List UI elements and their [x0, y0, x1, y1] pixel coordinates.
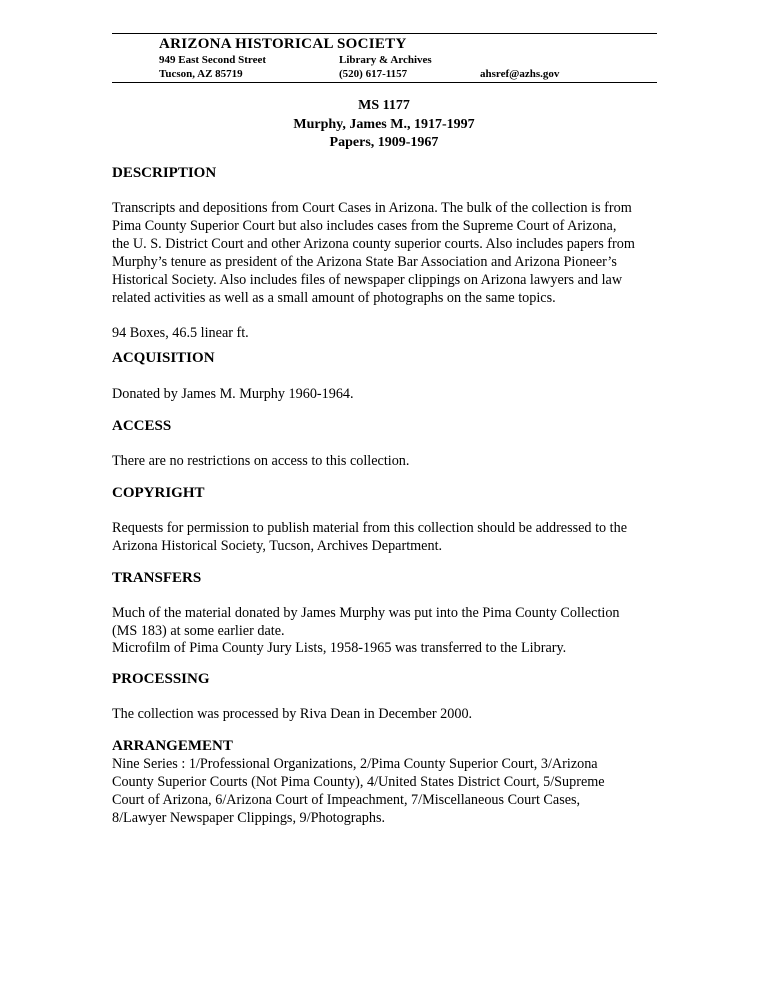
description-line: related activities as well as a small amount of photographs on the same topics. [112, 290, 556, 306]
transfers-line: (MS 183) at some earlier date. [112, 623, 285, 639]
description-line: Murphy’s tenure as president of the Arizona State Bar Association and Arizona Pioneer’s [112, 254, 617, 270]
arrangement-heading: ARRANGEMENT [112, 738, 233, 754]
transfers-line: Much of the material donated by James Murphy was put into the Pima County Collection [112, 605, 620, 621]
department: Library & Archives [339, 54, 432, 66]
extent-text: 94 Boxes, 46.5 linear ft. [112, 325, 249, 341]
processing-heading: PROCESSING [112, 671, 210, 687]
copyright-line: Requests for permission to publish material from this collection should be addressed to the [112, 520, 627, 536]
transfers-line: Microfilm of Pima County Jury Lists, 1958-1965 was transferred to the Library. [112, 640, 567, 656]
arrangement-line: Nine Series : 1/Professional Organizations, 2/Pima County Superior Court, 3/Arizona [112, 756, 598, 772]
arrangement-line: 8/Lawyer Newspaper Clippings, 9/Photographs. [112, 810, 386, 826]
transfers-heading: TRANSFERS [112, 570, 202, 586]
access-text: There are no restrictions on access to this collection. [112, 453, 410, 469]
copyright-line: Arizona Historical Society, Tucson, Archives Department. [112, 538, 443, 554]
phone-number: (520) 617-1157 [339, 68, 408, 80]
copyright-heading: COPYRIGHT [112, 485, 205, 501]
collection-number: MS 1177 [358, 98, 410, 113]
description-line: Pima County Superior Court but also includes cases from the Supreme Court of Arizona, [112, 218, 617, 234]
city-state-zip: Tucson, AZ 85719 [159, 68, 243, 80]
description-heading: DESCRIPTION [112, 165, 217, 181]
arrangement-line: County Superior Courts (Not Pima County), 4/United States District Court, 5/Supreme [112, 774, 605, 790]
acquisition-heading: ACQUISITION [112, 350, 215, 366]
description-line: Historical Society. Also includes files of newspaper clippings on Arizona lawyers and law [112, 272, 623, 288]
organization-name: ARIZONA HISTORICAL SOCIETY [159, 36, 407, 52]
creator-name: Murphy, James M., 1917-1997 [293, 117, 475, 132]
access-heading: ACCESS [112, 418, 172, 434]
description-line: Transcripts and depositions from Court Cases in Arizona. The bulk of the collection is from [112, 200, 632, 216]
email-address: ahsref@azhs.gov [480, 68, 560, 80]
arrangement-line: Court of Arizona, 6/Arizona Court of Impeachment, 7/Miscellaneous Court Cases, [112, 792, 581, 808]
description-line: the U. S. District Court and other Arizona county superior courts. Also includes papers from [112, 236, 635, 252]
letterhead [112, 33, 657, 83]
acquisition-text: Donated by James M. Murphy 1960-1964. [112, 386, 354, 402]
street-address: 949 East Second Street [159, 54, 267, 66]
processing-text: The collection was processed by Riva Dean in December 2000. [112, 706, 473, 722]
papers-dates: Papers, 1909-1967 [329, 135, 439, 150]
